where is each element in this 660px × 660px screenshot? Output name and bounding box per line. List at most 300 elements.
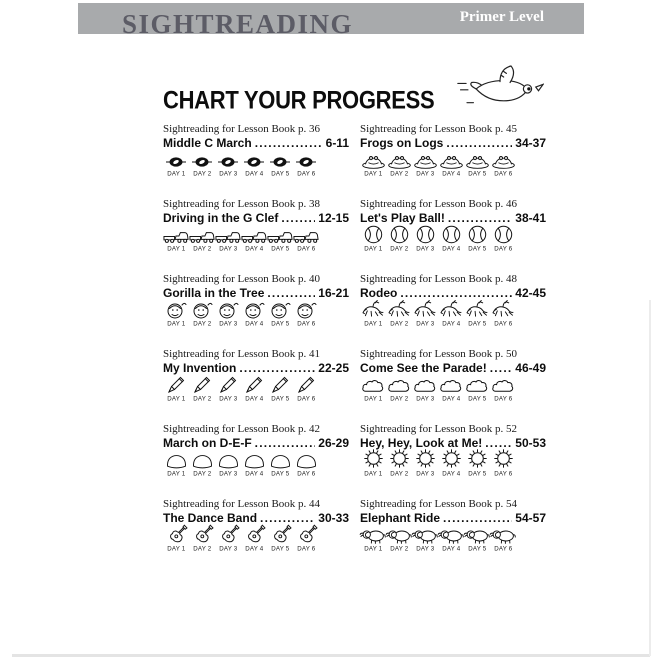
helmet-icon: [165, 453, 188, 469]
day-label: DAY 6: [296, 471, 316, 478]
page-range: 50-53: [515, 436, 546, 450]
day-cell: [438, 453, 464, 478]
day-label: DAY 4: [244, 546, 264, 553]
progress-entry: [360, 423, 546, 478]
guitar-icon: [295, 528, 318, 544]
day-cell: [267, 453, 293, 478]
bronco-icon: [413, 303, 437, 319]
guitar-icon: [269, 528, 292, 544]
day-cell: [490, 453, 516, 478]
day-label: DAY 6: [493, 321, 513, 328]
day-label: DAY 3: [415, 471, 435, 478]
lesson-ref: Sightreading for Lesson Book p. 41: [163, 348, 321, 360]
car-icon: [163, 228, 190, 244]
day-cell: [241, 378, 267, 403]
lesson-ref: Sightreading for Lesson Book p. 40: [163, 273, 321, 285]
day-label: DAY 1: [363, 471, 383, 478]
page-range: 42-45: [515, 286, 546, 300]
progress-entry: [163, 198, 349, 253]
day-label: DAY 3: [415, 246, 435, 253]
page-range: 22-25: [318, 361, 349, 375]
day-label: DAY 5: [270, 321, 290, 328]
day-cell: [360, 453, 386, 478]
level-label: Primer Level: [459, 9, 544, 25]
day-cell: [386, 303, 412, 328]
page-edge-right: [649, 300, 651, 656]
guitar-icon: [165, 528, 188, 544]
day-cell: [360, 153, 386, 178]
bronco-icon: [439, 303, 463, 319]
day-label: DAY 5: [270, 396, 290, 403]
day-cell: [189, 378, 215, 403]
piece-title: Driving in the G Clef: [163, 211, 279, 225]
day-cell: [189, 303, 215, 328]
day-label: DAY 3: [218, 396, 238, 403]
day-label: DAY 4: [441, 321, 461, 328]
day-cell: [215, 153, 241, 178]
lesson-ref: Sightreading for Lesson Book p. 52: [360, 423, 518, 435]
day-label: DAY 4: [441, 471, 461, 478]
cloud-icon: [361, 378, 385, 394]
title-line: [163, 361, 349, 375]
sun-icon: [415, 453, 436, 469]
car-icon: [215, 228, 242, 244]
day-label: DAY 3: [415, 546, 435, 553]
piece-title: March on D-E-F: [163, 436, 252, 450]
day-cell: [163, 153, 189, 178]
day-label: DAY 5: [467, 471, 487, 478]
day-cell: [215, 378, 241, 403]
day-cell: [293, 303, 319, 328]
day-label: DAY 4: [244, 471, 264, 478]
baseball-icon: [442, 228, 461, 244]
day-label: DAY 5: [467, 246, 487, 253]
day-cell: [412, 453, 438, 478]
dotted-leader: [446, 136, 512, 150]
car-icon: [267, 228, 294, 244]
helmet-icon: [295, 453, 318, 469]
helmet-icon: [217, 453, 240, 469]
day-cell: [490, 378, 516, 403]
guitar-icon: [217, 528, 240, 544]
day-cell: [438, 528, 464, 553]
guitar-icon: [191, 528, 214, 544]
day-cell: [438, 378, 464, 403]
day-label: DAY 1: [363, 321, 383, 328]
baseball-icon: [416, 228, 435, 244]
title-line: [163, 136, 349, 150]
page-title: CHART YOUR PROGRESS: [163, 86, 435, 114]
bronco-icon: [491, 303, 515, 319]
day-icons-row: [360, 453, 546, 478]
day-cell: [163, 378, 189, 403]
lesson-ref: Sightreading for Lesson Book p. 42: [163, 423, 321, 435]
sun-icon: [441, 453, 462, 469]
lesson-ref: Sightreading for Lesson Book p. 38: [163, 198, 321, 210]
day-label: DAY 1: [166, 546, 186, 553]
title-line: [360, 136, 546, 150]
day-cell: [464, 228, 490, 253]
title-line: [360, 511, 546, 525]
day-label: DAY 4: [441, 246, 461, 253]
pencil-icon: [193, 378, 212, 394]
day-label: DAY 3: [218, 321, 238, 328]
gorilla-icon: [217, 303, 239, 319]
pencil-icon: [271, 378, 290, 394]
day-cell: [293, 228, 319, 253]
day-label: DAY 4: [244, 171, 264, 178]
lesson-ref: Sightreading for Lesson Book p. 45: [360, 123, 518, 135]
day-label: DAY 2: [192, 171, 212, 178]
day-label: DAY 2: [192, 546, 212, 553]
day-label: DAY 6: [296, 396, 316, 403]
gorilla-icon: [191, 303, 213, 319]
lesson-ref: Sightreading for Lesson Book p. 46: [360, 198, 518, 210]
day-label: DAY 3: [415, 321, 435, 328]
title-line: [163, 511, 349, 525]
frog-on-log-icon: [465, 153, 490, 169]
page-edge-bottom: [12, 654, 650, 657]
progress-entry: [163, 423, 349, 478]
piece-title: Come See the Parade!: [360, 361, 487, 375]
frog-on-log-icon: [439, 153, 464, 169]
day-cell: [241, 153, 267, 178]
day-label: DAY 3: [218, 546, 238, 553]
day-label: DAY 5: [467, 396, 487, 403]
day-cell: [293, 378, 319, 403]
day-label: DAY 5: [270, 546, 290, 553]
day-icons-row: [163, 228, 349, 253]
page-range: 54-57: [515, 511, 546, 525]
day-cell: [215, 228, 241, 253]
day-cell: [163, 303, 189, 328]
day-cell: [490, 528, 516, 553]
day-cell: [215, 453, 241, 478]
cloud-icon: [465, 378, 489, 394]
day-label: DAY 5: [270, 471, 290, 478]
title-line: [360, 211, 546, 225]
elephant-icon: [437, 528, 466, 544]
page-range: 6-11: [325, 136, 349, 150]
dotted-leader: [267, 286, 315, 300]
progress-entries-grid: [163, 123, 546, 553]
day-cell: [438, 303, 464, 328]
day-cell: [189, 453, 215, 478]
dotted-leader: [400, 286, 512, 300]
day-cell: [163, 228, 189, 253]
day-icons-row: [163, 378, 349, 403]
sun-icon: [363, 453, 384, 469]
dotted-leader: [448, 211, 512, 225]
series-title: SIGHTREADING: [122, 9, 354, 39]
day-label: DAY 1: [363, 546, 383, 553]
day-label: DAY 6: [493, 396, 513, 403]
day-cell: [464, 153, 490, 178]
day-cell: [293, 153, 319, 178]
day-cell: [386, 378, 412, 403]
day-label: DAY 6: [493, 546, 513, 553]
car-icon: [189, 228, 216, 244]
day-label: DAY 5: [270, 246, 290, 253]
day-label: DAY 1: [166, 321, 186, 328]
day-label: DAY 6: [296, 546, 316, 553]
day-cell: [386, 228, 412, 253]
day-cell: [293, 453, 319, 478]
frog-on-log-icon: [491, 153, 516, 169]
day-cell: [267, 528, 293, 553]
whole-note-icon: [164, 153, 188, 169]
day-label: DAY 4: [244, 321, 264, 328]
gorilla-icon: [243, 303, 265, 319]
lesson-ref: Sightreading for Lesson Book p. 44: [163, 498, 321, 510]
pencil-icon: [297, 378, 316, 394]
piece-title: Frogs on Logs: [360, 136, 444, 150]
sun-icon: [493, 453, 514, 469]
elephant-icon: [385, 528, 414, 544]
progress-entry: [360, 273, 546, 328]
flying-bird-icon: [456, 64, 544, 117]
day-label: DAY 2: [389, 396, 409, 403]
day-label: DAY 1: [363, 396, 383, 403]
progress-entry: [163, 348, 349, 403]
dotted-leader: [260, 511, 315, 525]
progress-entry: [360, 348, 546, 403]
car-icon: [241, 228, 268, 244]
progress-entry: [163, 123, 349, 178]
day-cell: [360, 228, 386, 253]
day-icons-row: [360, 528, 546, 553]
day-cell: [215, 303, 241, 328]
day-cell: [490, 228, 516, 253]
day-label: DAY 2: [389, 246, 409, 253]
day-cell: [241, 528, 267, 553]
whole-note-icon: [190, 153, 214, 169]
day-cell: [241, 303, 267, 328]
day-cell: [412, 303, 438, 328]
gorilla-icon: [269, 303, 291, 319]
day-icons-row: [163, 453, 349, 478]
title-line: [163, 211, 349, 225]
sun-icon: [467, 453, 488, 469]
day-cell: [215, 528, 241, 553]
page-range: 34-37: [515, 136, 546, 150]
day-label: DAY 1: [166, 396, 186, 403]
elephant-icon: [411, 528, 440, 544]
title-line: [163, 436, 349, 450]
title-line: [360, 361, 546, 375]
bronco-icon: [465, 303, 489, 319]
day-cell: [267, 303, 293, 328]
frog-on-log-icon: [387, 153, 412, 169]
day-label: DAY 3: [415, 396, 435, 403]
piece-title: Rodeo: [360, 286, 398, 300]
pencil-icon: [167, 378, 186, 394]
day-cell: [438, 153, 464, 178]
day-cell: [189, 228, 215, 253]
elephant-icon: [359, 528, 388, 544]
sun-icon: [389, 453, 410, 469]
progress-entry: [360, 498, 546, 553]
day-cell: [464, 528, 490, 553]
day-cell: [267, 378, 293, 403]
day-label: DAY 6: [296, 171, 316, 178]
day-cell: [163, 453, 189, 478]
lesson-ref: Sightreading for Lesson Book p. 50: [360, 348, 518, 360]
day-cell: [386, 528, 412, 553]
piece-title: My Invention: [163, 361, 237, 375]
day-cell: [464, 453, 490, 478]
day-cell: [189, 528, 215, 553]
helmet-icon: [243, 453, 266, 469]
day-label: DAY 2: [192, 471, 212, 478]
day-label: DAY 2: [389, 171, 409, 178]
day-label: DAY 3: [415, 171, 435, 178]
progress-entry: [163, 273, 349, 328]
day-cell: [293, 528, 319, 553]
baseball-icon: [494, 228, 513, 244]
header-bar: [78, 3, 584, 39]
day-icons-row: [360, 153, 546, 178]
day-label: DAY 2: [389, 321, 409, 328]
day-icons-row: [360, 228, 546, 253]
day-label: DAY 5: [467, 321, 487, 328]
page-range: 46-49: [515, 361, 546, 375]
day-label: DAY 3: [218, 246, 238, 253]
helmet-icon: [191, 453, 214, 469]
dotted-leader: [281, 211, 315, 225]
piece-title: Elephant Ride: [360, 511, 441, 525]
day-label: DAY 1: [166, 471, 186, 478]
helmet-icon: [269, 453, 292, 469]
dotted-leader: [239, 361, 315, 375]
bronco-icon: [387, 303, 411, 319]
day-cell: [490, 303, 516, 328]
day-icons-row: [163, 528, 349, 553]
day-label: DAY 3: [218, 171, 238, 178]
day-label: DAY 5: [467, 546, 487, 553]
day-label: DAY 3: [218, 471, 238, 478]
lesson-ref: Sightreading for Lesson Book p. 48: [360, 273, 518, 285]
piece-title: Let's Play Ball!: [360, 211, 445, 225]
day-cell: [360, 303, 386, 328]
day-icons-row: [163, 153, 349, 178]
day-label: DAY 2: [192, 396, 212, 403]
day-cell: [412, 228, 438, 253]
day-label: DAY 5: [270, 171, 290, 178]
day-label: DAY 6: [493, 246, 513, 253]
piece-title: Hey, Hey, Look at Me!: [360, 436, 483, 450]
cloud-icon: [439, 378, 463, 394]
day-cell: [464, 378, 490, 403]
day-label: DAY 6: [296, 246, 316, 253]
progress-entry: [360, 198, 546, 253]
day-cell: [412, 528, 438, 553]
baseball-icon: [468, 228, 487, 244]
dotted-leader: [443, 511, 512, 525]
day-cell: [464, 303, 490, 328]
day-cell: [438, 228, 464, 253]
cloud-icon: [387, 378, 411, 394]
day-cell: [189, 153, 215, 178]
page-range: 30-33: [318, 511, 349, 525]
gorilla-icon: [165, 303, 187, 319]
day-cell: [267, 228, 293, 253]
day-cell: [412, 153, 438, 178]
whole-note-icon: [268, 153, 292, 169]
title-line: [163, 286, 349, 300]
day-label: DAY 2: [192, 246, 212, 253]
lesson-ref: Sightreading for Lesson Book p. 36: [163, 123, 321, 135]
day-label: DAY 6: [493, 471, 513, 478]
day-cell: [386, 453, 412, 478]
page-range: 26-29: [318, 436, 349, 450]
day-label: DAY 4: [441, 396, 461, 403]
car-icon: [293, 228, 320, 244]
day-label: DAY 2: [192, 321, 212, 328]
guitar-icon: [243, 528, 266, 544]
day-icons-row: [163, 303, 349, 328]
page-range: 12-15: [318, 211, 349, 225]
title-line: [360, 286, 546, 300]
day-label: DAY 1: [363, 171, 383, 178]
lesson-ref: Sightreading for Lesson Book p. 54: [360, 498, 518, 510]
elephant-icon: [463, 528, 492, 544]
day-label: DAY 5: [467, 171, 487, 178]
day-label: DAY 6: [296, 321, 316, 328]
day-label: DAY 1: [166, 171, 186, 178]
elephant-icon: [489, 528, 518, 544]
progress-entry: [360, 123, 546, 178]
day-label: DAY 4: [244, 246, 264, 253]
day-cell: [360, 378, 386, 403]
day-label: DAY 2: [389, 471, 409, 478]
day-cell: [360, 528, 386, 553]
day-cell: [163, 528, 189, 553]
pencil-icon: [245, 378, 264, 394]
day-label: DAY 1: [166, 246, 186, 253]
cloud-icon: [491, 378, 515, 394]
dotted-leader: [255, 436, 316, 450]
day-cell: [386, 153, 412, 178]
day-label: DAY 4: [244, 396, 264, 403]
day-cell: [267, 153, 293, 178]
day-cell: [241, 453, 267, 478]
pencil-icon: [219, 378, 238, 394]
whole-note-icon: [216, 153, 240, 169]
piece-title: The Dance Band: [163, 511, 258, 525]
baseball-icon: [390, 228, 409, 244]
day-label: DAY 6: [493, 171, 513, 178]
frog-on-log-icon: [413, 153, 438, 169]
day-label: DAY 4: [441, 546, 461, 553]
whole-note-icon: [242, 153, 266, 169]
cloud-icon: [413, 378, 437, 394]
day-label: DAY 2: [389, 546, 409, 553]
day-cell: [412, 378, 438, 403]
whole-note-icon: [294, 153, 318, 169]
baseball-icon: [364, 228, 383, 244]
page-range: 38-41: [515, 211, 546, 225]
piece-title: Middle C March: [163, 136, 252, 150]
progress-entry: [163, 498, 349, 553]
dotted-leader: [255, 136, 323, 150]
gorilla-icon: [295, 303, 317, 319]
day-label: DAY 1: [363, 246, 383, 253]
day-icons-row: [360, 378, 546, 403]
day-cell: [490, 153, 516, 178]
frog-on-log-icon: [361, 153, 386, 169]
page-range: 16-21: [318, 286, 349, 300]
